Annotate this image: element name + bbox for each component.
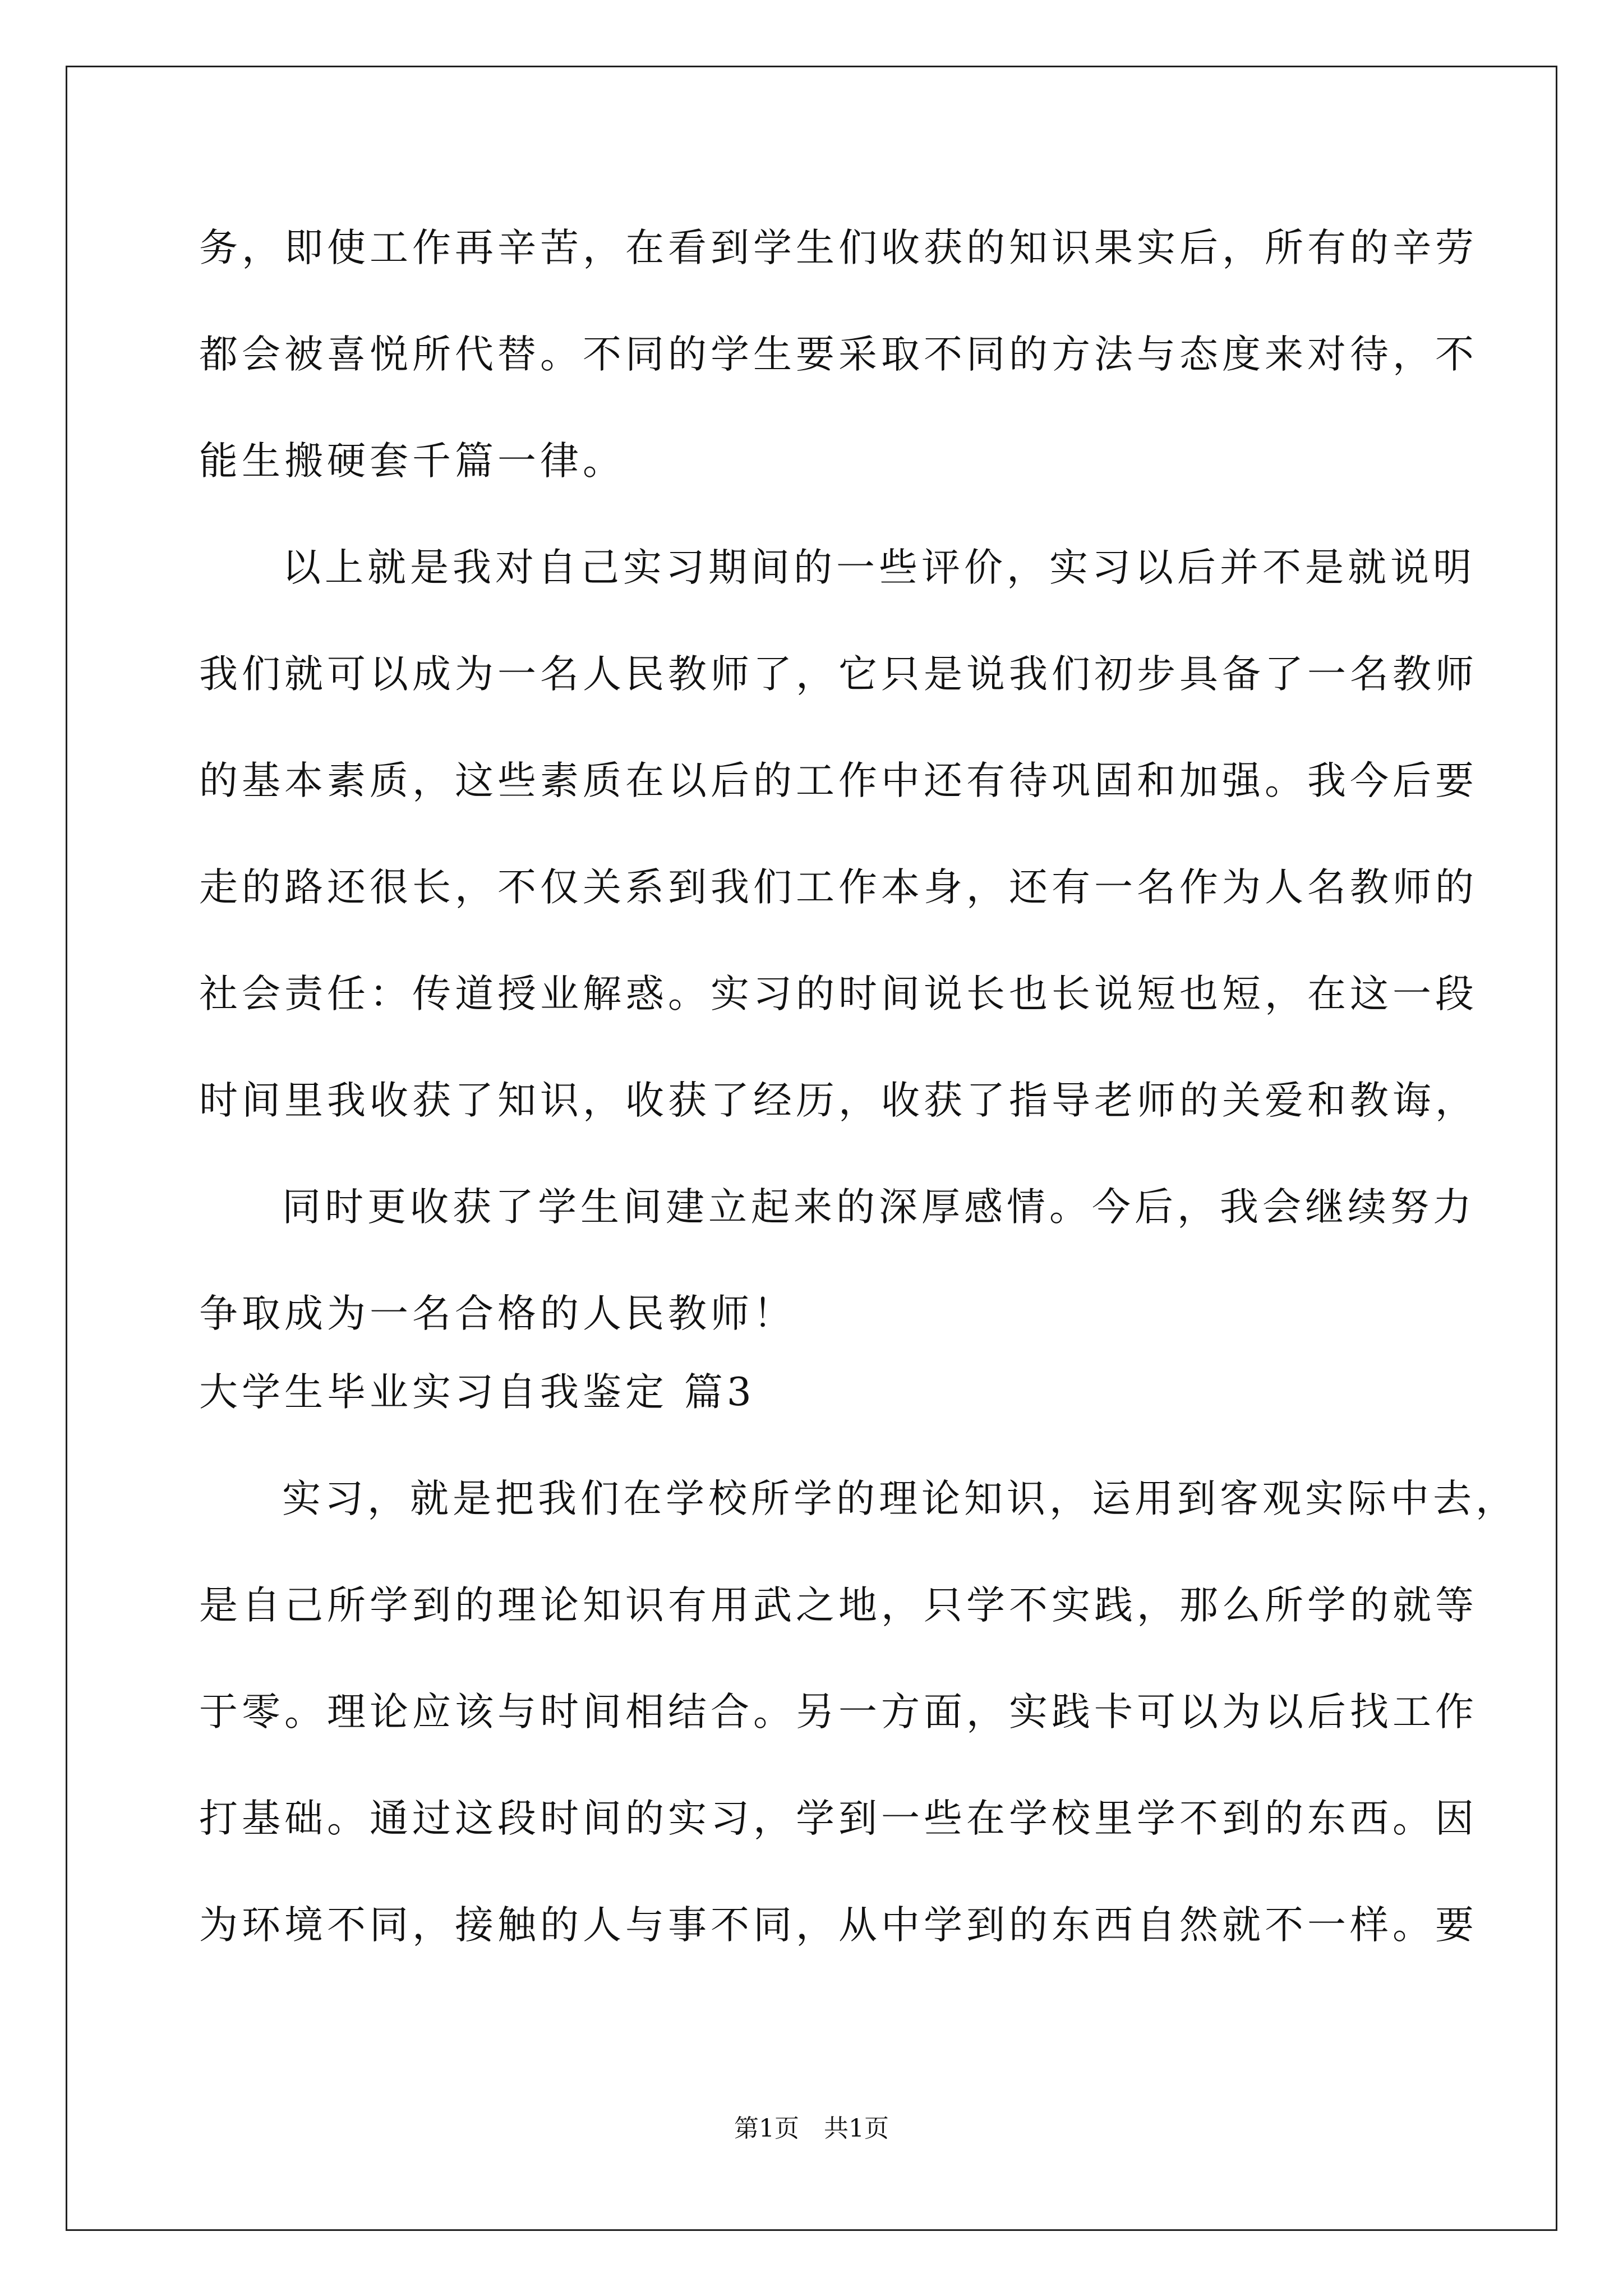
paragraph-line: 务，即使工作再辛苦，在看到学生们收获的知识果实后，所有的辛劳 — [199, 226, 1478, 270]
paragraph-line: 以上就是我对自己实习期间的一些评价，实习以后并不是就说明 — [282, 545, 1476, 590]
section-heading: 大学生毕业实习自我鉴定 篇3 — [199, 1370, 755, 1415]
paragraph-line: 我们就可以成为一名人民教师了，它只是说我们初步具备了一名教师 — [199, 652, 1478, 697]
paragraph-line: 走的路还很长，不仅关系到我们工作本身，还有一名作为人名教师的 — [199, 865, 1478, 910]
paragraph-line: 能生搬硬套千篇一律。 — [199, 439, 625, 484]
page-footer — [0, 2115, 1623, 2143]
paragraph-line: 实习，就是把我们在学校所学的理论知识，运用到客观实际中去， — [282, 1476, 1518, 1521]
paragraph-line: 都会被喜悦所代替。不同的学生要采取不同的方法与态度来对待，不 — [199, 332, 1478, 377]
page-number: 第1页 — [734, 2114, 799, 2143]
paragraph-line: 是自己所学到的理论知识有用武之地，只学不实践，那么所学的就等 — [199, 1583, 1478, 1628]
paragraph-line: 同时更收获了学生间建立起来的深厚感情。今后，我会继续努力 — [282, 1185, 1476, 1230]
paragraph-line: 的基本素质，这些素质在以后的工作中还有待巩固和加强。我今后要 — [199, 758, 1478, 803]
paragraph-line: 打基础。通过这段时间的实习，学到一些在学校里学不到的东西。因 — [199, 1796, 1478, 1841]
paragraph-line: 时间里我收获了知识，收获了经历，收获了指导老师的关爱和教诲， — [199, 1078, 1478, 1123]
paragraph-line: 为环境不同，接触的人与事不同，从中学到的东西自然就不一样。要 — [199, 1903, 1478, 1948]
total-pages: 共1页 — [824, 2114, 889, 2143]
paragraph-line: 社会责任：传道授业解惑。实习的时间说长也长说短也短，在这一段 — [199, 972, 1478, 1016]
paragraph-line: 于零。理论应该与时间相结合。另一方面，实践卡可以为以后找工作 — [199, 1690, 1478, 1734]
paragraph-line: 争取成为一名合格的人民教师！ — [199, 1291, 796, 1336]
